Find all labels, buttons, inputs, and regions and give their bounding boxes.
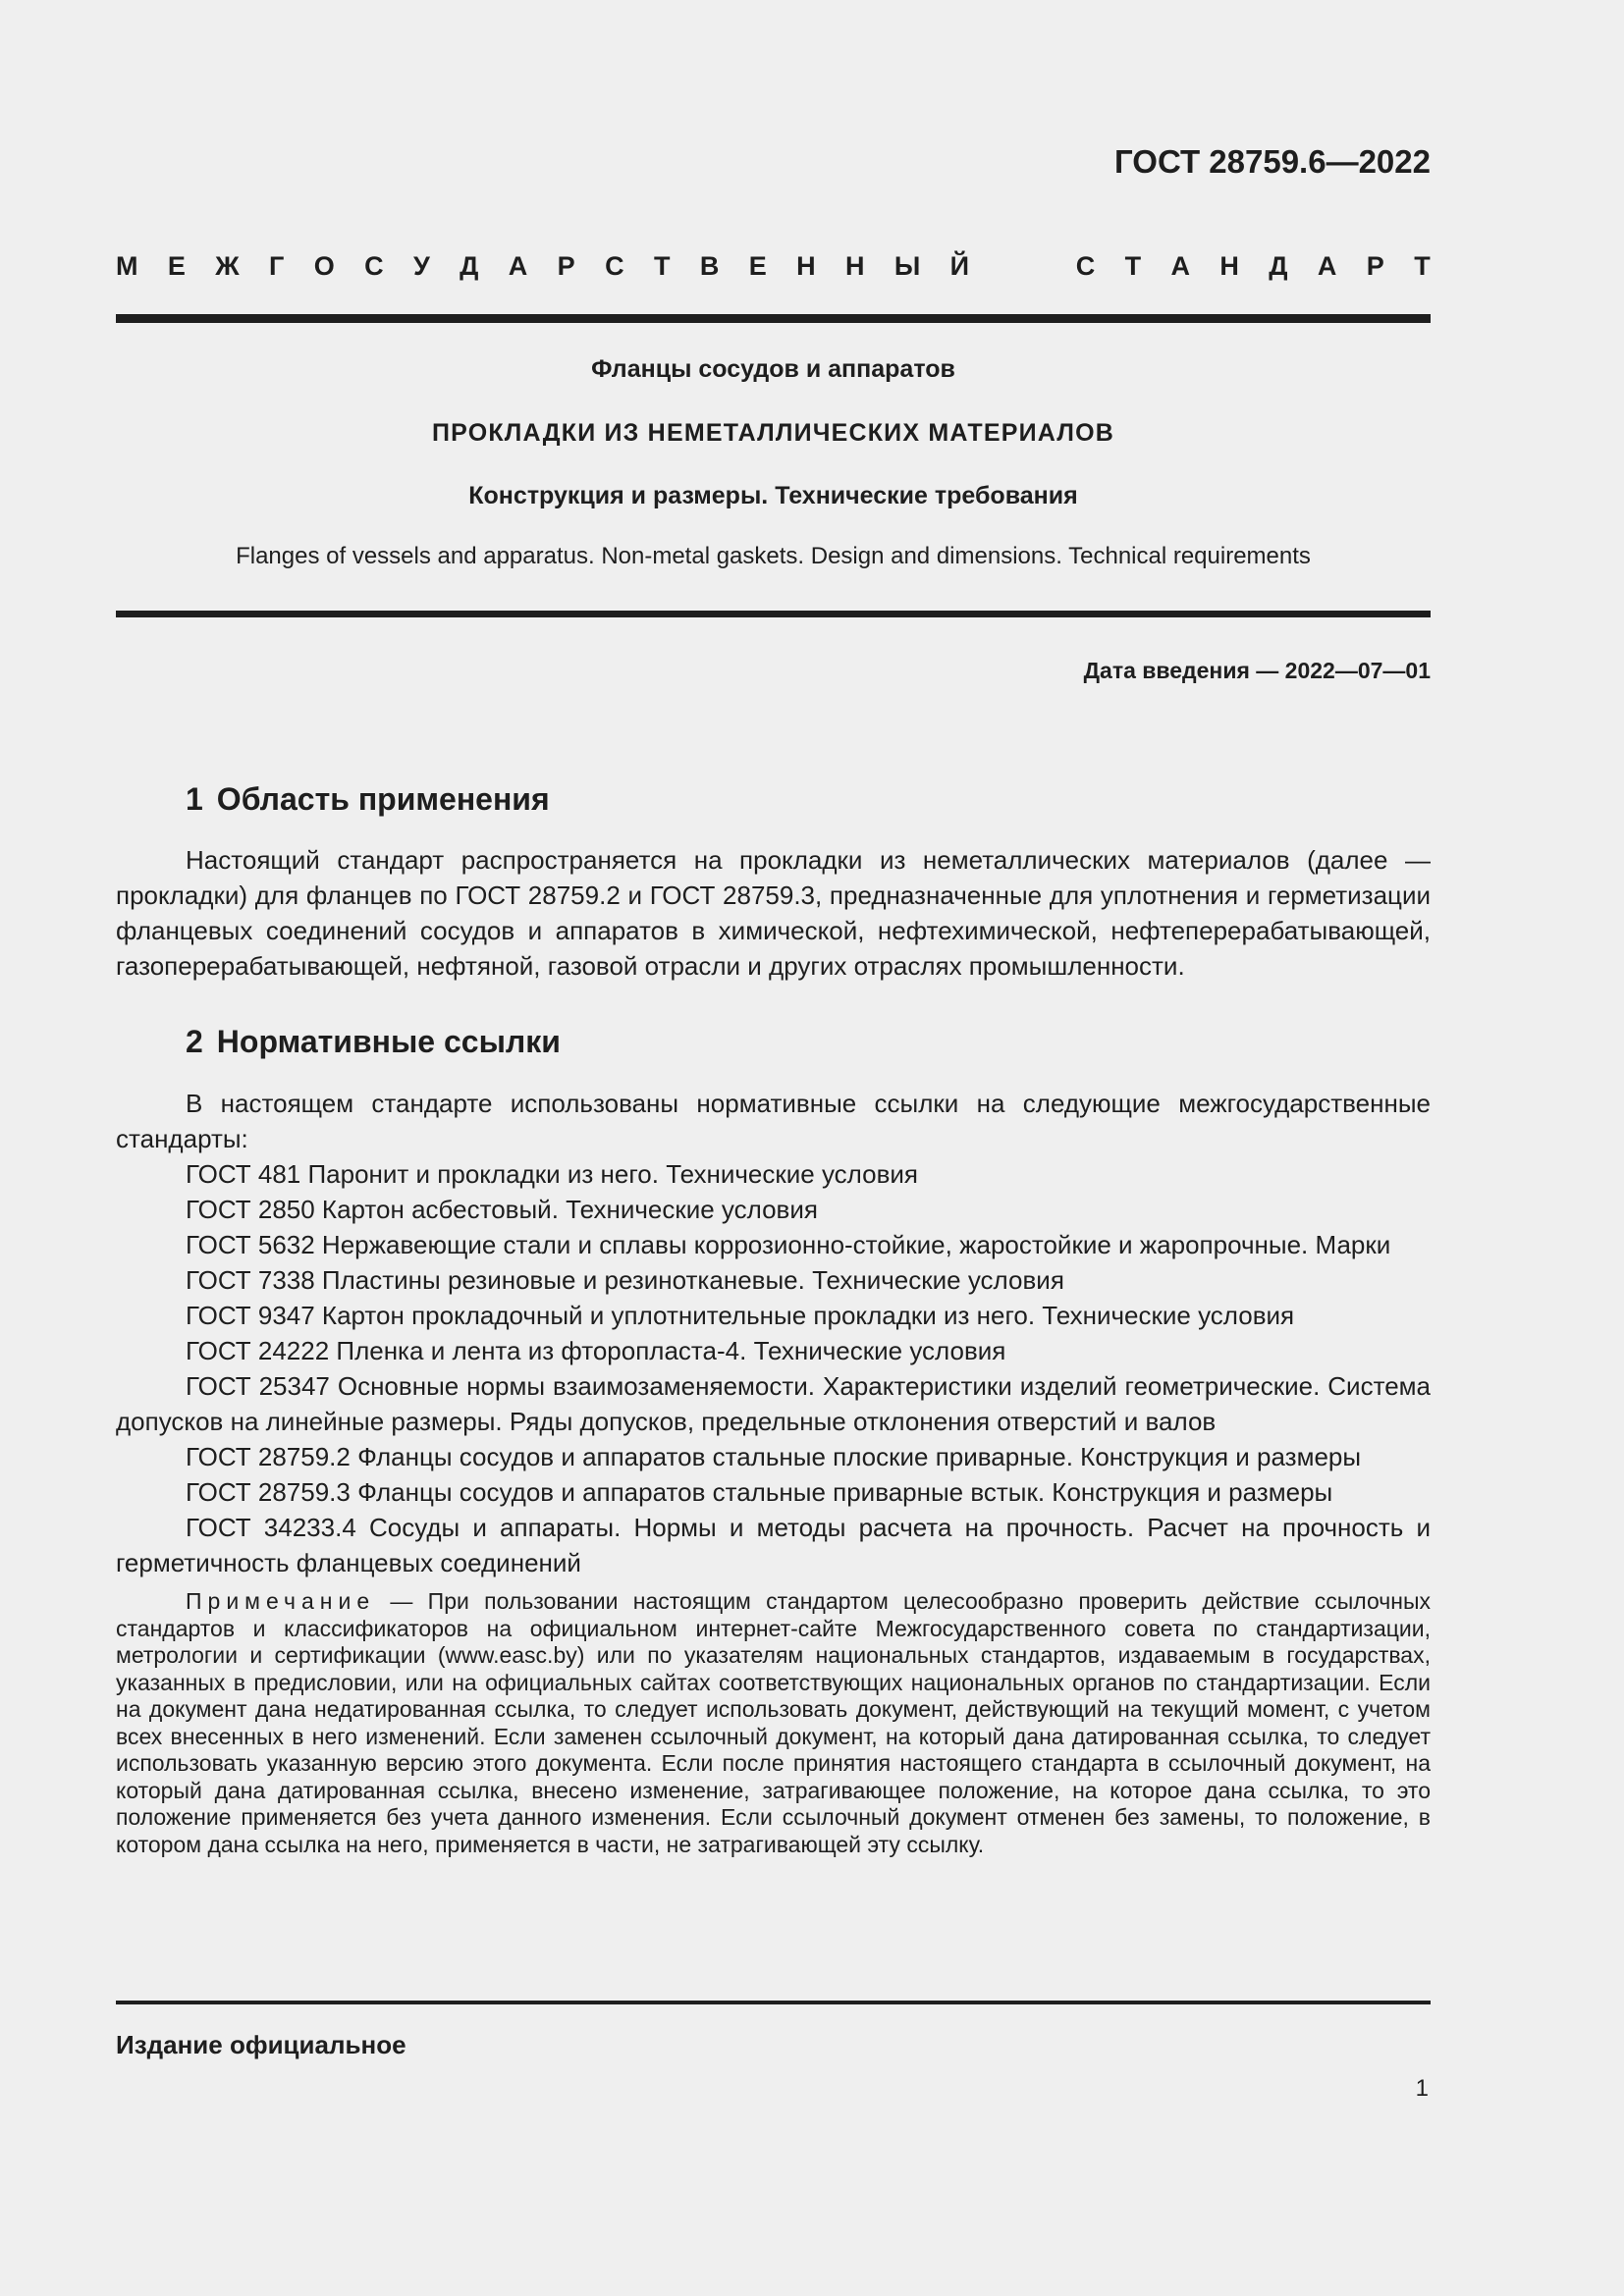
reference-item: ГОСТ 25347 Основные нормы взаимозаменяемости. Характеристики изделий геометрические. Система допусков на линейные размеры. Ряды допусков, предельные отклонения отверстий и валов	[116, 1371, 1431, 1436]
title-letter: В	[699, 251, 720, 281]
title-letter: О	[313, 251, 335, 281]
title-letter: С	[364, 251, 384, 281]
reference-item: ГОСТ 24222 Пленка и лента из фторопласта-4. Технические условия	[186, 1336, 1006, 1365]
english-title: Flanges of vessels and apparatus. Non-metal gaskets. Design and dimensions. Technical requirements	[236, 543, 1311, 569]
title-letter: М	[116, 251, 138, 281]
title-letter: Е	[167, 251, 186, 281]
reference-item: ГОСТ 7338 Пластины резиновые и резинотканевые. Технические условия	[186, 1265, 1064, 1295]
section-1-text: Настоящий стандарт распространяется на прокладки из неметаллических материалов (далее — прокладки) для фланцев по ГОСТ 28759.2 и ГОСТ 28759.3, предназначенные для уплотнения и герметизации фланцевых соединений сосудов и аппаратов в химической, нефтехимической, нефтеперерабатывающей, газоперерабатывающей, нефтяной, газовой отрасли и других отраслях промышленности.	[116, 845, 1431, 981]
title-letter: А	[508, 251, 528, 281]
references-intro: В настоящем стандарте использованы нормативные ссылки на следующие межгосударственные стандарты:	[116, 1089, 1431, 1153]
reference-item: ГОСТ 34233.4 Сосуды и аппараты. Нормы и методы расчета на прочность. Расчет на прочность и герметичность фланцевых соединений	[116, 1513, 1431, 1577]
title-bottom-rule	[116, 611, 1431, 617]
title-letter: Е	[748, 251, 767, 281]
title-line-2: ПРОКЛАДКИ ИЗ НЕМЕТАЛЛИЧЕСКИХ МАТЕРИАЛОВ	[431, 419, 1114, 447]
title-letter: Н	[796, 251, 816, 281]
title-letter: Р	[557, 251, 575, 281]
reference-item: ГОСТ 28759.3 Фланцы сосудов и аппаратов стальные приварные встык. Конструкция и размеры	[186, 1477, 1333, 1507]
standard-type-title	[116, 251, 1431, 282]
title-letter: Ж	[215, 251, 240, 281]
reference-item: ГОСТ 28759.2 Фланцы сосудов и аппаратов стальные плоские приварные. Конструкция и размеры	[186, 1442, 1362, 1471]
title-letter: У	[413, 251, 430, 281]
title-letter: Й	[949, 251, 970, 281]
title-letter: Р	[1366, 251, 1384, 281]
title-letter: Ы	[893, 251, 921, 281]
title-letter: Т	[1124, 251, 1142, 281]
title-letter: А	[1170, 251, 1191, 281]
reference-item: ГОСТ 9347 Картон прокладочный и уплотнительные прокладки из него. Технические условия	[186, 1301, 1295, 1330]
note-label: Примечание	[186, 1588, 376, 1614]
title-line-3: Конструкция и размеры. Технические требования	[468, 482, 1078, 509]
title-letter: Н	[844, 251, 865, 281]
reference-list	[116, 1156, 1431, 1580]
page-number: 1	[1415, 2075, 1429, 2102]
word-gap	[999, 251, 1046, 282]
title-letter: А	[1317, 251, 1337, 281]
title-letter: С	[1075, 251, 1096, 281]
title-letter: Г	[269, 251, 285, 281]
title-letter: Д	[1269, 251, 1288, 281]
note	[116, 1588, 1431, 1858]
footer-rule	[116, 2001, 1431, 2004]
edition-label: Издание официальное	[116, 2030, 406, 2059]
reference-item: ГОСТ 2850 Картон асбестовый. Технические условия	[186, 1195, 818, 1224]
section-1-number: 1	[186, 781, 203, 817]
normative-references	[116, 1086, 1431, 1858]
section-2-number: 2	[186, 1024, 203, 1059]
reference-item: ГОСТ 5632 Нержавеющие стали и сплавы коррозионно-стойкие, жаростойкие и жаропрочные. Марки	[186, 1230, 1391, 1259]
title-letter: Д	[460, 251, 479, 281]
title-letter: Т	[1414, 251, 1431, 281]
section-2-heading	[186, 1024, 561, 1060]
title-letter: Т	[653, 251, 671, 281]
top-rule	[116, 314, 1431, 323]
introduction-date: Дата введения — 2022—07—01	[1083, 658, 1431, 683]
title-line-1: Фланцы сосудов и аппаратов	[591, 355, 955, 383]
section-1-title: Область применения	[216, 781, 550, 817]
document-code: ГОСТ 28759.6—2022	[1114, 143, 1431, 180]
reference-item: ГОСТ 481 Паронит и прокладки из него. Технические условия	[186, 1159, 919, 1189]
section-1-heading	[186, 781, 550, 818]
section-2-title: Нормативные ссылки	[216, 1024, 561, 1059]
title-letter: Н	[1219, 251, 1239, 281]
note-text: — При пользовании настоящим стандартом целесообразно проверить действие ссылочных стандартов и классификаторов на официальном интернет-сайте Межгосударственного совета по стандартизации, метрологии и сертификации (www.easc.by) или по указателям национальных стандартов, издаваемым в государствах, указанных в предисловии, или на официальных сайтах соответствующих национальных органов по стандартизации. Если на документ дана недатированная ссылка, то следует использовать документ, действующий на текущий момент, с учетом всех внесенных в него изменений. Если заменен ссылочный документ, на который дана датированная ссылка, то следует использовать указанную версию этого документа. Если после принятия настоящего стандарта в ссылочный документ, на который дана датированная ссылка, внесено изменение, затрагивающее положение, на которое дана ссылка, то это положение применяется без учета данного изменения. Если ссылочный документ отменен без замены, то положение, в котором дана ссылка на него, применяется в части, не затрагивающей эту ссылку.	[116, 1588, 1431, 1857]
title-letter: С	[605, 251, 624, 281]
